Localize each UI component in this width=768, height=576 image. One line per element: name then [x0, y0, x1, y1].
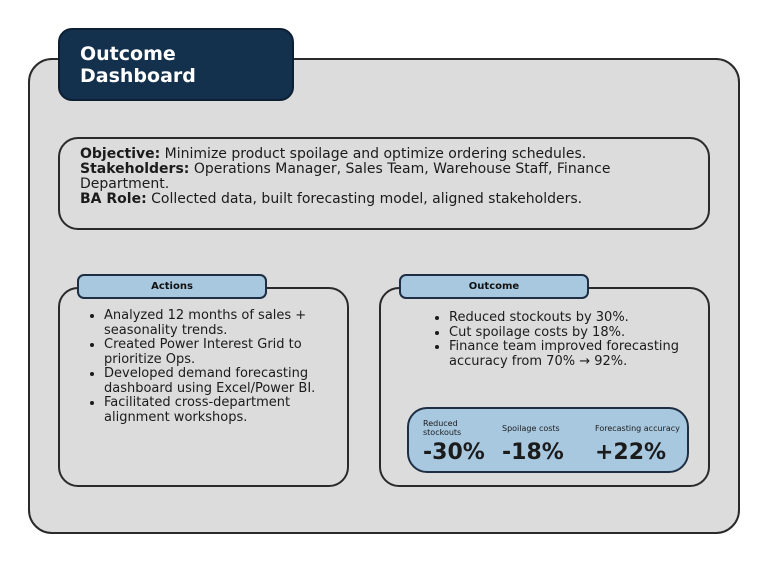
ba-role-line: [80, 192, 694, 207]
list-item: • Created Power Interest Grid to prioritize Ops.: [104, 338, 344, 367]
metric-value: +22%: [595, 440, 667, 465]
metric-label-line-2: stockouts: [423, 428, 462, 437]
title-line-1: Outcome: [80, 43, 176, 65]
project-info-box: [58, 137, 710, 230]
ba-role-label: BA Role:: [80, 191, 147, 207]
list-item: • Developed demand forecasting dashboard using Excel/Power BI.: [104, 367, 344, 396]
outcome-list: [427, 311, 689, 369]
actions-header: Actions: [77, 274, 267, 299]
metric-label: [423, 419, 461, 437]
list-item: • Facilitated cross-department alignment workshops.: [104, 396, 344, 425]
list-item: • Cut spoilage costs by 18%.: [449, 326, 689, 341]
objective-line: [80, 147, 694, 162]
title-line-2: Dashboard: [80, 65, 196, 87]
list-item: • Analyzed 12 months of sales + seasonality trends.: [104, 309, 344, 338]
list-item: • Reduced stockouts by 30%.: [449, 311, 689, 326]
metric-value: -30%: [423, 440, 485, 465]
metric-label: Forecasting accuracy: [595, 424, 680, 433]
metric-label-line-1: Reduced: [423, 419, 458, 428]
metric-value: -18%: [502, 440, 564, 465]
stakeholders-line: [80, 162, 694, 192]
list-item: • Finance team improved forecasting accuracy from 70% → 92%.: [449, 340, 689, 369]
metric-label: Spoilage costs: [502, 424, 560, 433]
actions-panel: [58, 287, 349, 487]
metrics-card: [407, 407, 689, 473]
objective-label: Objective:: [80, 146, 161, 162]
actions-list: [82, 309, 344, 425]
objective-text: Minimize product spoilage and optimize ordering schedules.: [160, 146, 587, 162]
outcome-header: Outcome: [399, 274, 589, 299]
ba-role-text: Collected data, built forecasting model, aligned stakeholders.: [146, 191, 583, 207]
page-title: [58, 28, 294, 101]
stakeholders-label: Stakeholders:: [80, 161, 190, 177]
stakeholders-text: Operations Manager, Sales Team, Warehouse Staff, Finance Department.: [80, 161, 611, 192]
